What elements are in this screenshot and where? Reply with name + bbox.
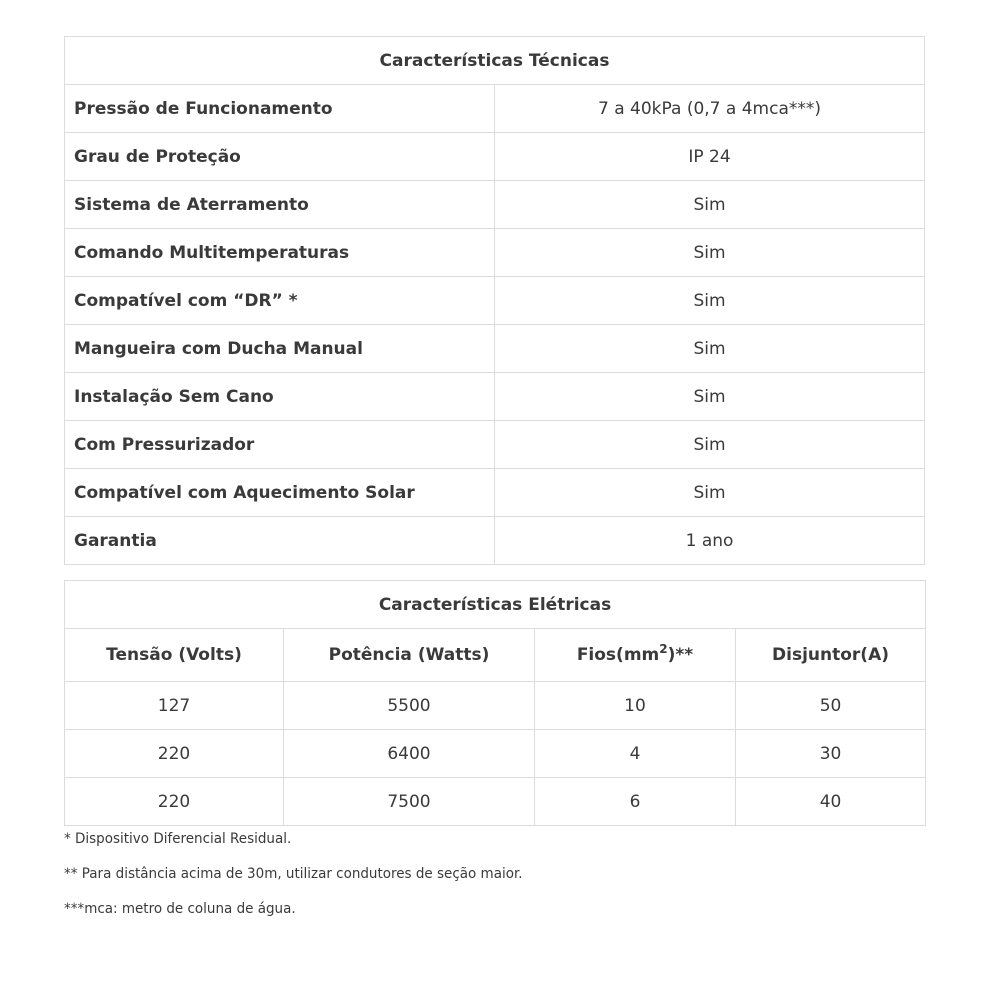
row-label: Pressão de Funcionamento — [65, 85, 495, 133]
cell-potencia: 5500 — [284, 682, 535, 730]
table-row — [65, 778, 926, 826]
cell-tensao: 220 — [65, 778, 284, 826]
row-value: 1 ano — [495, 517, 925, 565]
header-fios-superscript: 2 — [659, 642, 668, 656]
header-fios-prefix: Fios(mm — [576, 645, 660, 665]
footnotes — [64, 826, 523, 931]
cell-fios: 10 — [535, 682, 736, 730]
cell-fios: 4 — [535, 730, 736, 778]
table-row — [65, 325, 925, 373]
footnote-mca: ***mca: metro de coluna de água. — [64, 901, 296, 917]
row-label: Comando Multitemperaturas — [65, 229, 495, 277]
table-row — [65, 421, 925, 469]
row-value: Sim — [495, 373, 925, 421]
row-label: Mangueira com Ducha Manual — [65, 325, 495, 373]
table-row — [65, 133, 925, 181]
table-header-row — [65, 629, 926, 682]
row-label: Grau de Proteção — [65, 133, 495, 181]
footnote-dr: * Dispositivo Diferencial Residual. — [64, 831, 292, 847]
row-value: Sim — [495, 421, 925, 469]
footnote-distance: ** Para distância acima de 30m, utilizar condutores de seção maior. — [64, 866, 523, 882]
table-row — [65, 229, 925, 277]
row-value: IP 24 — [495, 133, 925, 181]
table-caption-row — [65, 581, 926, 629]
header-fios — [535, 629, 736, 682]
cell-disjuntor: 40 — [736, 778, 926, 826]
electrical-table-title: Características Elétricas — [65, 581, 926, 629]
table-row — [65, 730, 926, 778]
header-fios-suffix: )** — [667, 645, 694, 665]
row-label: Compatível com Aquecimento Solar — [65, 469, 495, 517]
table-row — [65, 277, 925, 325]
cell-tensao: 127 — [65, 682, 284, 730]
technical-characteristics-table — [64, 36, 925, 565]
row-value: Sim — [495, 229, 925, 277]
header-disjuntor: Disjuntor(A) — [736, 629, 926, 682]
row-value: Sim — [495, 469, 925, 517]
cell-disjuntor: 50 — [736, 682, 926, 730]
table-row — [65, 469, 925, 517]
cell-disjuntor: 30 — [736, 730, 926, 778]
electrical-characteristics-table — [64, 580, 926, 826]
cell-tensao: 220 — [65, 730, 284, 778]
row-label: Com Pressurizador — [65, 421, 495, 469]
row-label: Garantia — [65, 517, 495, 565]
header-potencia: Potência (Watts) — [284, 629, 535, 682]
cell-potencia: 6400 — [284, 730, 535, 778]
table-row — [65, 85, 925, 133]
technical-table-title: Características Técnicas — [65, 37, 925, 85]
row-value: Sim — [495, 325, 925, 373]
row-label: Instalação Sem Cano — [65, 373, 495, 421]
row-value: Sim — [495, 277, 925, 325]
cell-potencia: 7500 — [284, 778, 535, 826]
row-value: 7 a 40kPa (0,7 a 4mca***) — [495, 85, 925, 133]
table-row — [65, 181, 925, 229]
row-label: Compatível com “DR” * — [65, 277, 495, 325]
table-caption-row — [65, 37, 925, 85]
table-row — [65, 517, 925, 565]
row-value: Sim — [495, 181, 925, 229]
cell-fios: 6 — [535, 778, 736, 826]
header-tensao: Tensão (Volts) — [65, 629, 284, 682]
row-label: Sistema de Aterramento — [65, 181, 495, 229]
table-row — [65, 373, 925, 421]
table-row — [65, 682, 926, 730]
